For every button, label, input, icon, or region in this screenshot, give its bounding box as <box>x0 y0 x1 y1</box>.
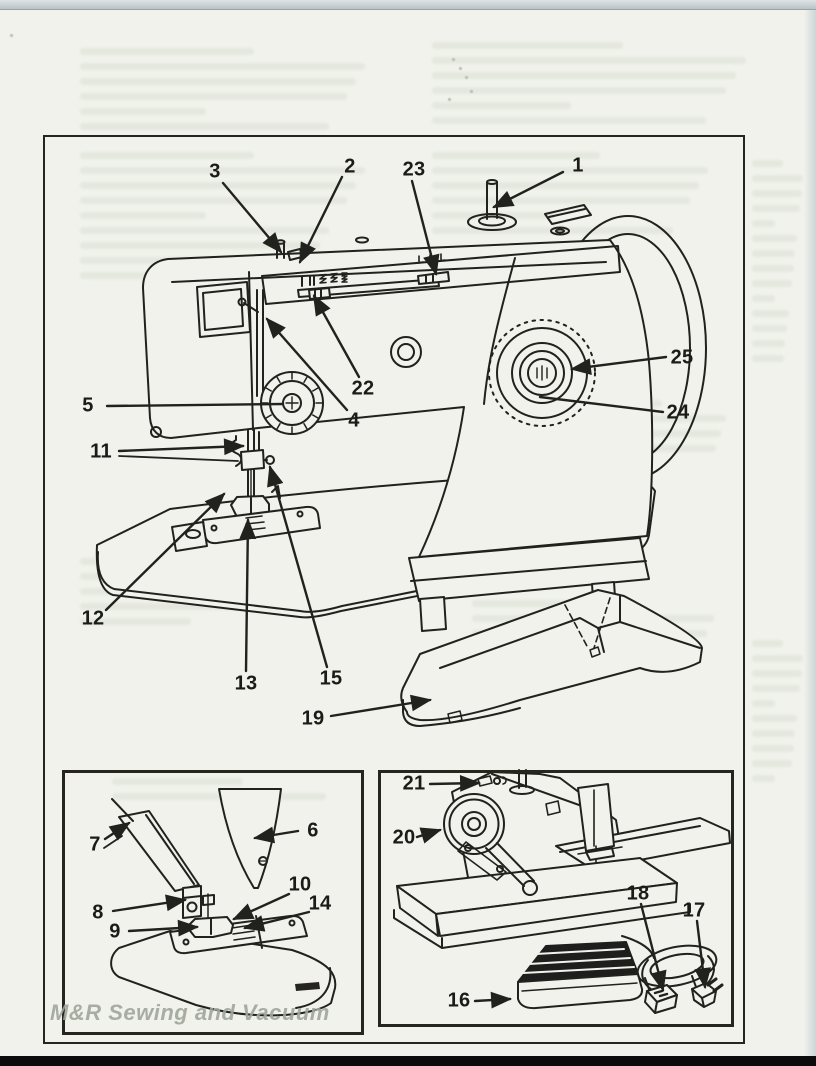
callout-3: 3 <box>209 160 221 183</box>
callout-9: 9 <box>109 920 121 943</box>
scan-top-bar <box>0 0 816 10</box>
callout-17: 17 <box>682 899 706 922</box>
callout-20: 20 <box>392 826 416 849</box>
callout-24: 24 <box>666 401 690 424</box>
callout-7: 7 <box>89 833 101 856</box>
callout-6: 6 <box>307 819 319 842</box>
callout-11: 11 <box>90 440 112 463</box>
callout-25: 25 <box>670 346 694 369</box>
callout-22: 22 <box>351 377 375 400</box>
rear-view-frame <box>378 770 734 1027</box>
callout-8: 8 <box>92 901 104 924</box>
callout-23: 23 <box>402 158 426 181</box>
callout-15: 15 <box>319 667 343 690</box>
callout-5: 5 <box>82 394 94 417</box>
callout-18: 18 <box>626 882 650 905</box>
scan-bottom-bar <box>0 1056 816 1066</box>
page-right-edge-shadow <box>804 0 816 1066</box>
callout-21: 21 <box>402 772 426 795</box>
callout-4: 4 <box>348 409 360 432</box>
callout-19: 19 <box>301 707 325 730</box>
callout-2: 2 <box>344 155 356 178</box>
callout-10: 10 <box>288 873 312 896</box>
callout-14: 14 <box>308 892 332 915</box>
callout-1: 1 <box>572 154 584 177</box>
watermark: M&R Sewing and Vacuum <box>50 1000 330 1025</box>
callout-13: 13 <box>234 672 258 695</box>
callout-16: 16 <box>447 989 471 1012</box>
callout-12: 12 <box>81 607 105 630</box>
